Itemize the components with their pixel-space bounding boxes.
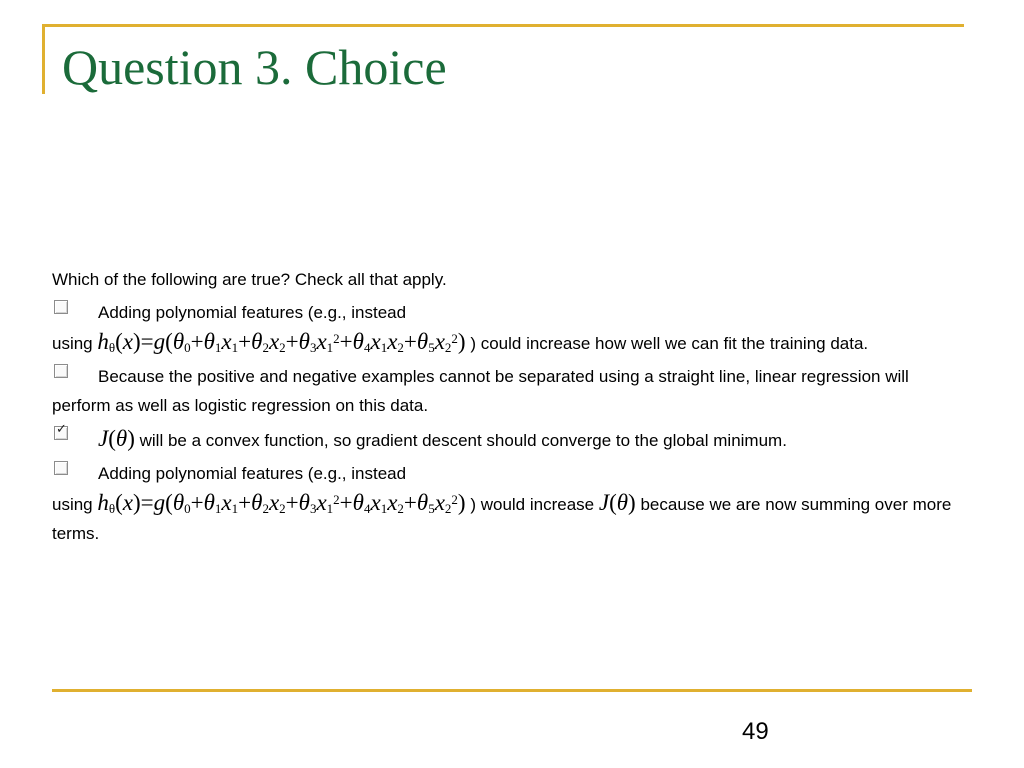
option-1-text-a: Adding polynomial features (e.g., instead [98, 303, 407, 322]
option-4 [52, 459, 972, 548]
option-4-text-c: ) would increase [470, 495, 595, 514]
option-4-text-d: because we are now summing over more terms. [52, 495, 952, 543]
slide-title: Question 3. Choice [62, 39, 447, 95]
left-accent-rule [42, 24, 45, 94]
cost-function-formula: J(θ) [598, 490, 636, 515]
page-number: 49 [742, 718, 769, 745]
option-4-text-a: Adding polynomial features (e.g., instead [98, 464, 407, 483]
option-1 [52, 298, 972, 358]
option-1-text-b: using [52, 334, 93, 353]
hypothesis-formula: $h_\theta(x)=g(\theta_0+\theta_1x_1+\theta_2x_2+\theta_3x_1^2+\theta_4x_1x_2+\theta_5x_2^2)$ [97, 490, 466, 516]
option-4-text-b: using [52, 495, 93, 514]
option-3 [52, 424, 972, 455]
top-accent-rule [42, 24, 964, 27]
option-1-text-c: ) could increase how well we can fit the training data. [470, 334, 869, 353]
cost-function-formula: J(θ) [98, 426, 135, 451]
option-2 [52, 362, 972, 420]
bottom-accent-rule [52, 689, 972, 692]
checkbox-unchecked-icon[interactable] [54, 364, 68, 378]
hypothesis-formula: $h_\theta(x)=g(\theta_0+\theta_1x_1+\theta_2x_2+\theta_3x_1^2+\theta_4x_1x_2+\theta_5x_2^2)$ [97, 329, 466, 355]
option-3-text-b: will be a convex function, so gradient descent should converge to the global minimum. [139, 431, 787, 450]
option-2-text-a: Because the positive and negative examples cannot be separated using a straight line, linear regression will perform as well as logistic regression on this data. [52, 367, 909, 415]
question-content [52, 268, 972, 552]
checkbox-unchecked-icon[interactable] [54, 461, 68, 475]
checkbox-checked-icon[interactable]: ✓ [54, 426, 68, 440]
checkbox-unchecked-icon[interactable] [54, 300, 68, 314]
question-prompt: Which of the following are true? Check all that apply. [52, 270, 447, 289]
